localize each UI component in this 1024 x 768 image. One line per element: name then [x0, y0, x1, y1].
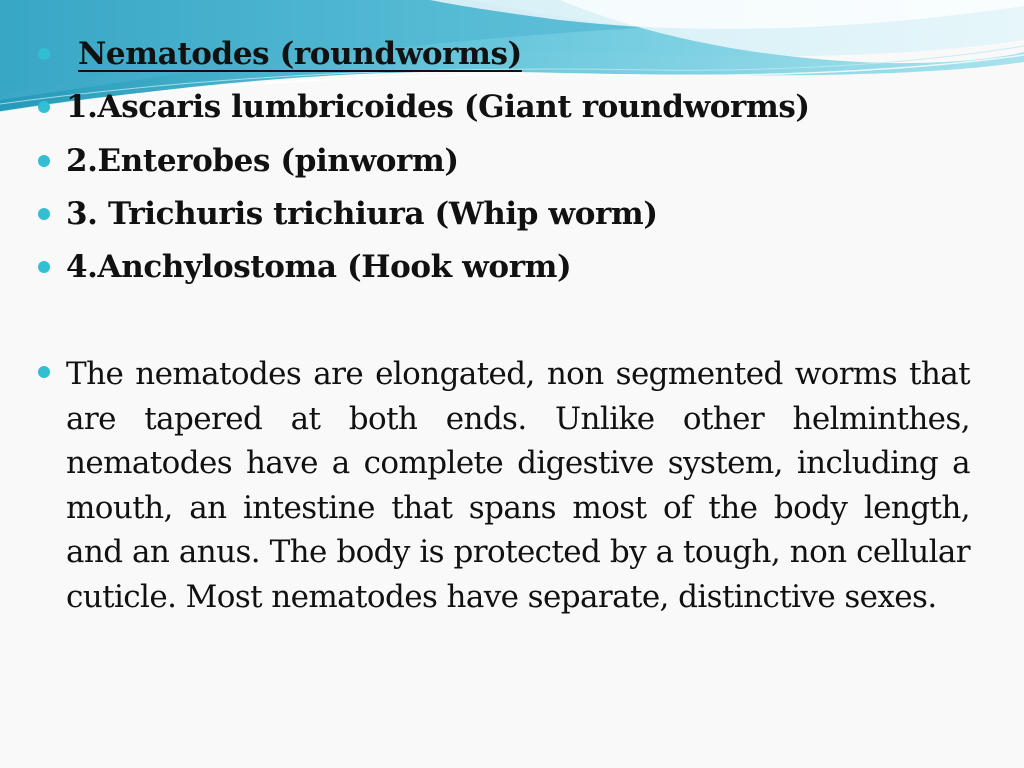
list-item-text: 1.Ascaris lumbricoides (Giant roundworms): [66, 89, 810, 125]
list-item-text: 2.Enterobes (pinworm): [66, 143, 459, 179]
bullet-icon: [38, 101, 50, 113]
bullet-icon: [38, 208, 50, 220]
bullet-icon: [38, 48, 50, 60]
bullet-icon: [38, 261, 50, 273]
description-paragraph: The nematodes are elongated, non segmented worms that are tapered at both ends. Unlike other helminthes, nematodes have a complete digestive system, including a mouth, an intestine that spans most of the body length, and an anus. The body is protected by a tough, non cellular cuticle. Most nematodes have separate, distinctive sexes.: [66, 356, 970, 615]
list-item-text: 3. Trichuris trichiura (Whip worm): [66, 196, 658, 232]
bullet-icon: [38, 366, 50, 378]
bullet-icon: [38, 155, 50, 167]
list-item-text: 4.Anchylostoma (Hook worm): [66, 249, 572, 285]
slide-title: Nematodes (roundworms): [78, 36, 522, 72]
